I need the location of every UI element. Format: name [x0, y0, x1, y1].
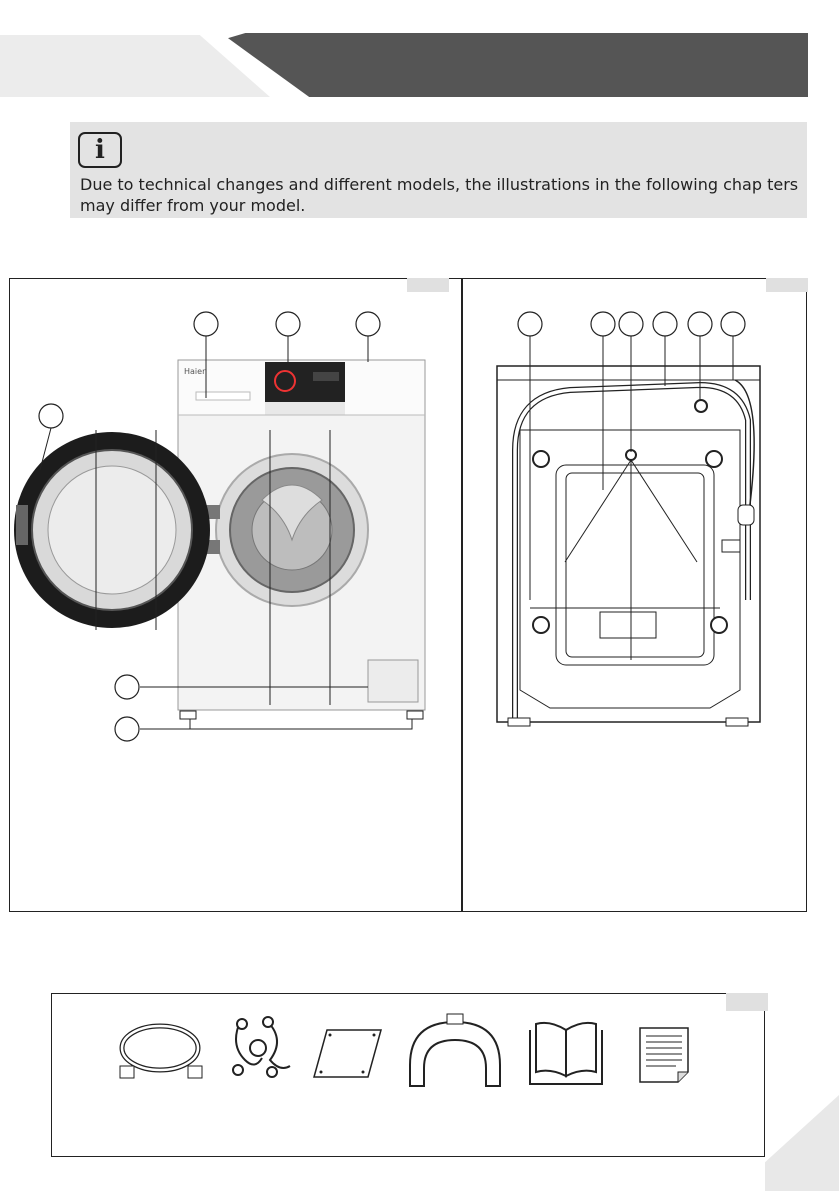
transport-bolt-brackets-icon: [233, 1017, 290, 1077]
inlet-hose-icon: [120, 1026, 202, 1078]
cover-plate-icon: [314, 1030, 381, 1077]
hose-holder-icon: [410, 1014, 500, 1086]
document-sheet-icon: [640, 1028, 688, 1082]
manual-book-icon: [530, 1023, 602, 1084]
notice-text: Due to technical changes and different models, the illustrations in the following chap ters may differ from your model.: [80, 175, 799, 215]
info-icon: i: [78, 132, 122, 168]
panel-brand-logo: Haier: [184, 367, 206, 376]
